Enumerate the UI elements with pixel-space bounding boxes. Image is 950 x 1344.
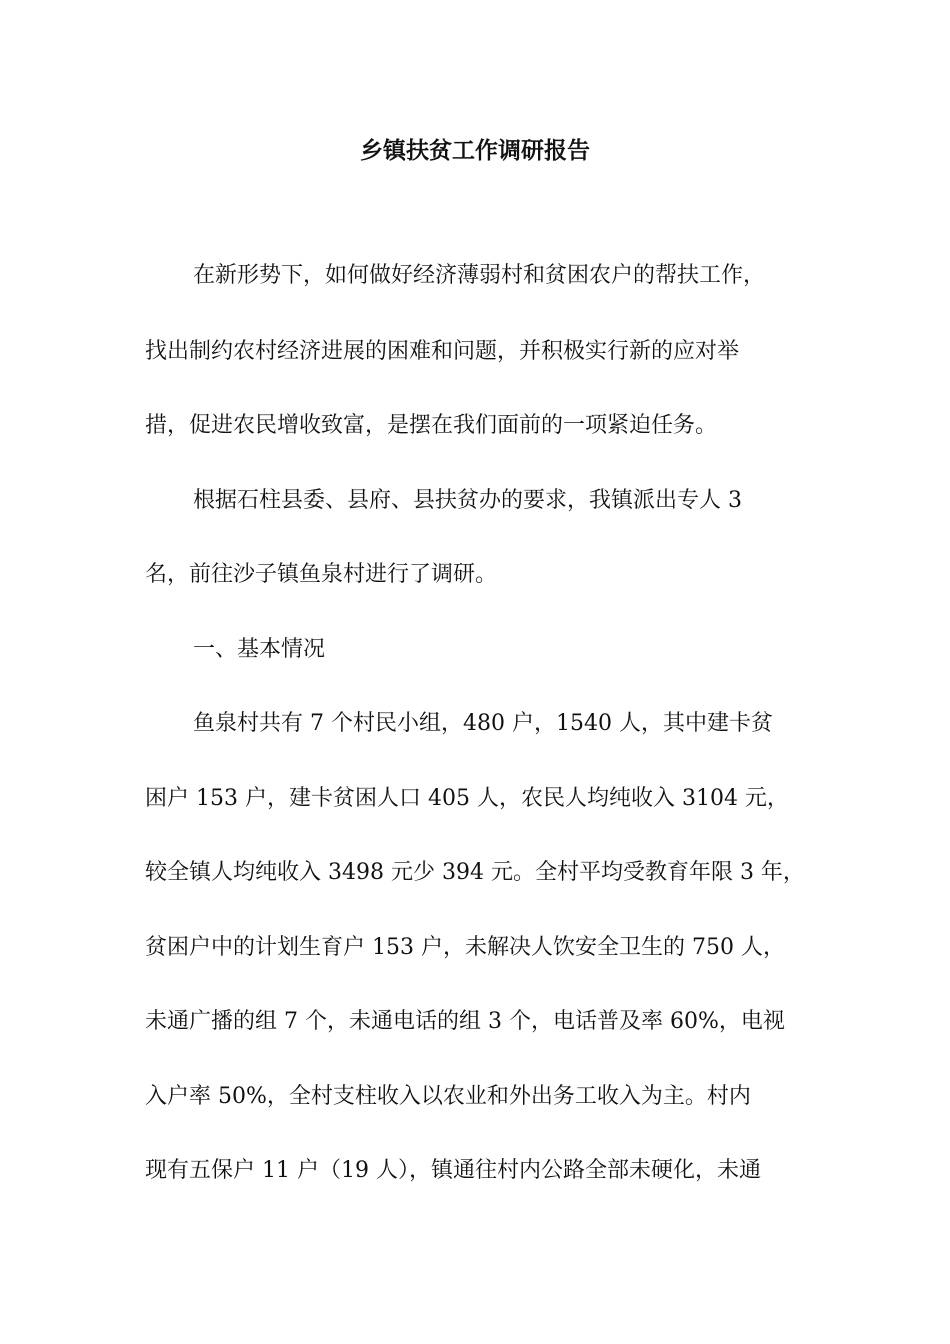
paragraph-line: 未通广播的组 7 个，未通电话的组 3 个，电话普及率 60%，电视 (145, 1009, 785, 1034)
paragraph-line: 贫困户中的计划生育户 153 户，未解决人饮安全卫生的 750 人， (145, 935, 785, 960)
paragraph-line: 困户 153 户，建卡贫困人口 405 人，农民人均纯收入 3104 元， (145, 786, 789, 811)
document-title: 乡镇扶贫工作调研报告 (360, 138, 590, 164)
section-heading: 一、基本情况 (193, 637, 326, 662)
paragraph-line: 措，促进农民增收致富，是摆在我们面前的一项紧迫任务。 (145, 413, 718, 438)
paragraph-line: 在新形势下，如何做好经济薄弱村和贫困农户的帮扶工作， (193, 263, 766, 288)
paragraph-line: 找出制约农村经济进展的困难和问题，并积极实行新的应对举 (145, 339, 740, 364)
paragraph-line: 根据石柱县委、县府、县扶贫办的要求，我镇派出专人 3 (193, 488, 742, 513)
paragraph-line: 现有五保户 11 户（19 人），镇通往村内公路全部未硬化，未通 (145, 1158, 761, 1183)
paragraph-line: 较全镇人均纯收入 3498 元少 394 元。全村平均受教育年限 3 年， (145, 860, 805, 885)
paragraph-line: 鱼泉村共有 7 个村民小组，480 户，1540 人，其中建卡贫 (193, 711, 773, 736)
paragraph-line: 名，前往沙子镇鱼泉村进行了调研。 (145, 562, 498, 587)
paragraph-line: 入户率 50%，全村支柱收入以农业和外出务工收入为主。村内 (145, 1084, 751, 1109)
